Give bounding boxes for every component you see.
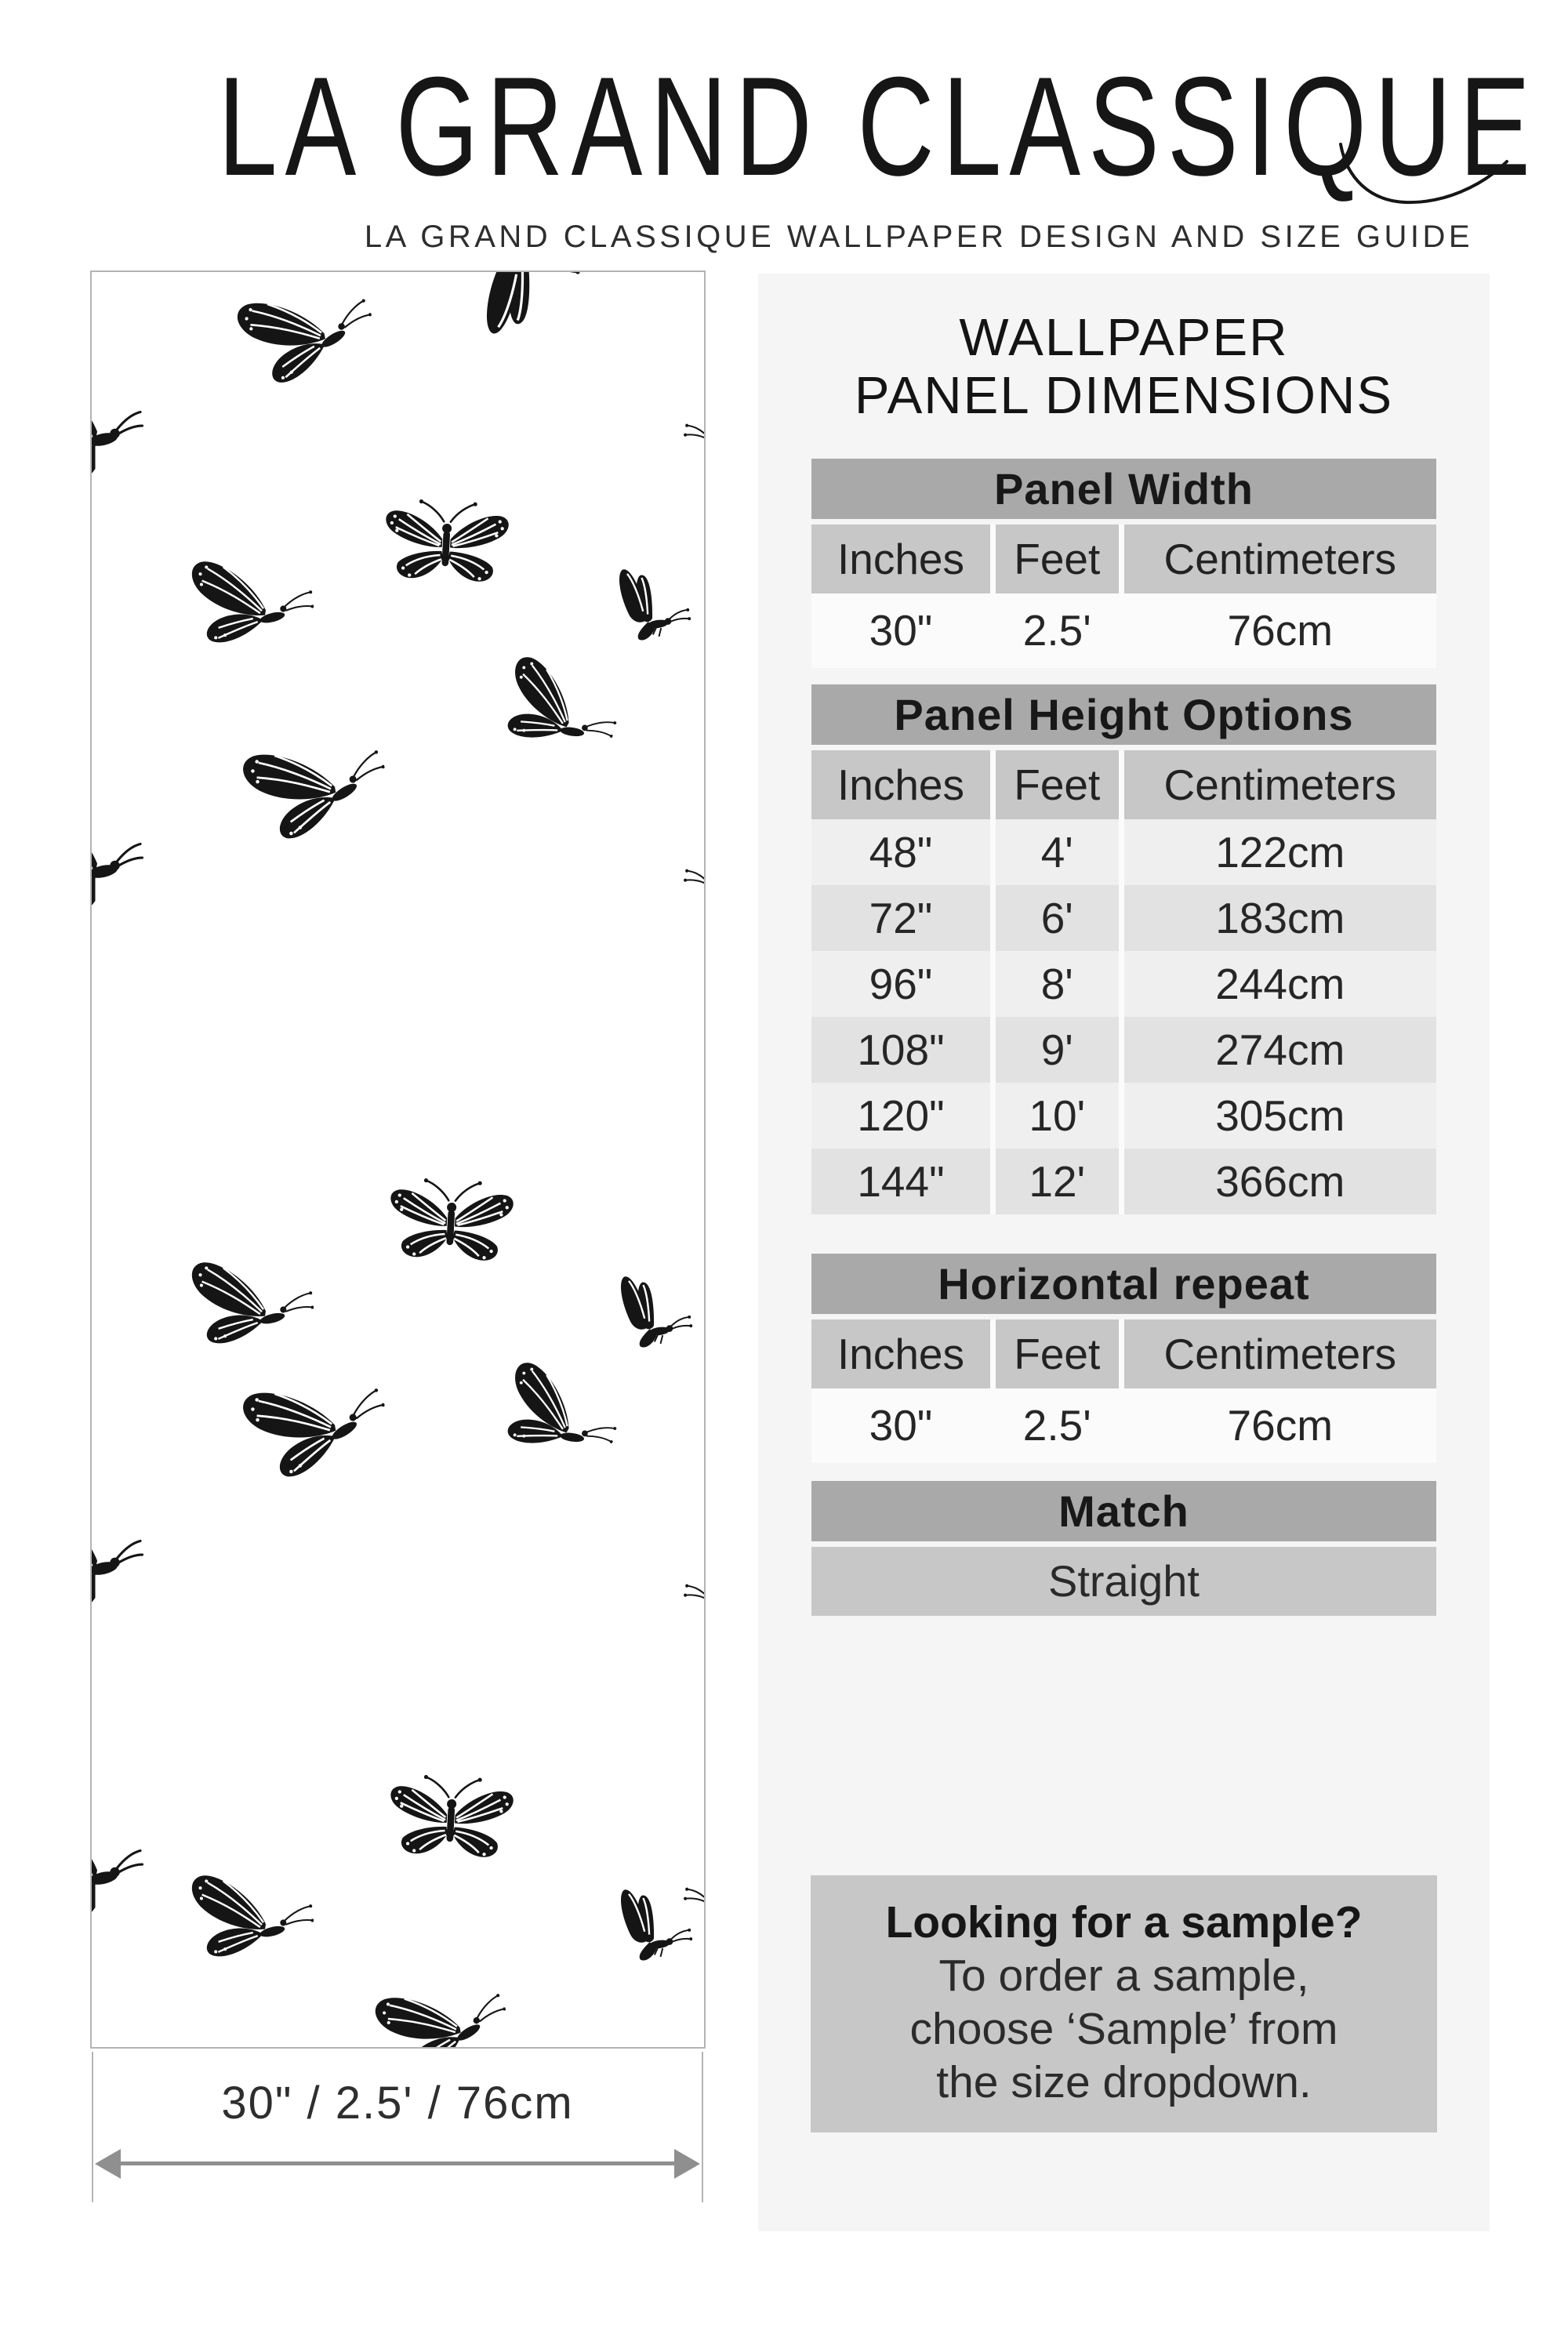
width-dimension-label: 30" / 2.5' / 76cm (221, 2078, 574, 2129)
width-dimension (92, 2052, 703, 2202)
table-cell: 12' (996, 1149, 1119, 1214)
table-cell: 4' (996, 819, 1119, 885)
header-subtitle: LA GRAND CLASSIQUE WALLPAPER DESIGN AND SIZE GUIDE (364, 220, 1474, 254)
section-panel-height (811, 684, 1436, 1214)
butterfly-angled-icon (231, 1367, 397, 1504)
table-row (811, 951, 1436, 1017)
section-header-horizontal-repeat: Horizontal repeat (811, 1254, 1436, 1314)
column-header: Inches (811, 524, 990, 593)
dimensions-panel (758, 274, 1490, 2231)
column-header: Inches (811, 750, 990, 819)
butterfly-spread-icon (376, 491, 517, 599)
column-header: Feet (996, 1319, 1119, 1388)
table-row (811, 1083, 1436, 1149)
section-match (811, 1481, 1436, 1616)
column-header: Inches (811, 1319, 990, 1388)
table-cell: 10' (996, 1083, 1119, 1149)
header (0, 0, 1568, 255)
column-header: Centimeters (1124, 1319, 1436, 1388)
butterfly-side-icon (608, 554, 698, 655)
value-cell: 76cm (1227, 606, 1334, 655)
height-options-rows (811, 819, 1436, 1214)
table-cell: 9' (996, 1017, 1119, 1083)
panel-title-line1: WALLPAPER (959, 308, 1289, 367)
panel-title (758, 309, 1490, 424)
butterfly-angled-icon (172, 1255, 318, 1374)
butterfly-swallow-icon (90, 791, 144, 938)
butterfly-angled-icon (172, 1868, 318, 1987)
column-header-row (811, 750, 1436, 819)
butterfly-swallow-icon (90, 359, 144, 506)
value-cell: 2.5' (1022, 606, 1091, 655)
table-row (811, 1149, 1436, 1214)
value-row (811, 1388, 1436, 1463)
butterfly-angled-icon (470, 1351, 629, 1498)
butterfly-side-icon (677, 811, 706, 917)
table-row (811, 819, 1436, 885)
table-cell: 183cm (1124, 885, 1436, 951)
value-cell: 76cm (1227, 1401, 1334, 1450)
section-panel-width (811, 459, 1436, 668)
sample-info-box (811, 1875, 1437, 2132)
sample-title: Looking for a sample? (885, 1897, 1363, 1948)
butterfly-spread-icon (381, 1766, 521, 1875)
column-header: Centimeters (1124, 524, 1436, 593)
table-cell: 48" (811, 819, 990, 885)
table-cell: 366cm (1124, 1149, 1436, 1214)
butterfly-angled-icon (226, 279, 383, 409)
wallpaper-preview (90, 270, 706, 2049)
table-cell: 120" (811, 1083, 990, 1149)
column-header-row (811, 1319, 1436, 1388)
table-row (811, 1017, 1436, 1083)
table-cell: 6' (996, 885, 1119, 951)
table-cell: 144" (811, 1149, 990, 1214)
butterfly-angled-icon (364, 1974, 517, 2049)
section-header-panel-width: Panel Width (811, 459, 1436, 519)
section-header-panel-height: Panel Height Options (811, 684, 1436, 745)
table-cell: 8' (996, 951, 1119, 1017)
brand-swash-icon (1333, 140, 1513, 218)
butterfly-angled-icon (231, 728, 397, 866)
value-row (811, 593, 1436, 668)
column-header: Centimeters (1124, 750, 1436, 819)
sample-line: the size dropdown. (936, 2057, 1312, 2108)
sample-line: choose ‘Sample’ from (909, 2004, 1338, 2055)
value-cell: 30" (869, 1401, 933, 1450)
table-cell: 305cm (1124, 1083, 1436, 1149)
match-value: Straight (811, 1547, 1436, 1616)
section-horizontal-repeat (811, 1254, 1436, 1463)
table-row (811, 885, 1436, 951)
butterfly-side-icon (610, 1875, 699, 1975)
butterfly-side-icon (677, 366, 706, 472)
butterfly-swallow-icon (90, 1798, 144, 1945)
table-cell: 274cm (1124, 1017, 1436, 1083)
panel-title-line2: PANEL DIMENSIONS (854, 365, 1394, 425)
column-header-row (811, 524, 1436, 593)
section-header-match: Match (811, 1481, 1436, 1541)
column-header: Feet (996, 524, 1119, 593)
table-cell: 96" (811, 951, 990, 1017)
butterfly-swallow-icon (90, 1488, 144, 1635)
butterfly-angled-icon (470, 645, 629, 793)
column-header: Feet (996, 750, 1119, 819)
table-cell: 122cm (1124, 819, 1436, 885)
butterfly-side-icon (466, 270, 596, 355)
table-cell: 72" (811, 885, 990, 951)
butterfly-angled-icon (172, 554, 318, 673)
value-cell: 2.5' (1022, 1401, 1091, 1450)
brand-title: LA GRAND CLASSIQUE (217, 47, 1539, 205)
butterfly-spread-icon (381, 1170, 521, 1278)
table-cell: 244cm (1124, 951, 1436, 1017)
arrow-line (115, 2161, 680, 2165)
arrow-right-icon (674, 2149, 700, 2179)
butterfly-side-icon (610, 1261, 699, 1362)
value-cell: 30" (869, 606, 933, 655)
butterfly-side-icon (677, 1526, 706, 1632)
sample-line: To order a sample, (938, 1951, 1309, 2002)
table-cell: 108" (811, 1017, 990, 1083)
